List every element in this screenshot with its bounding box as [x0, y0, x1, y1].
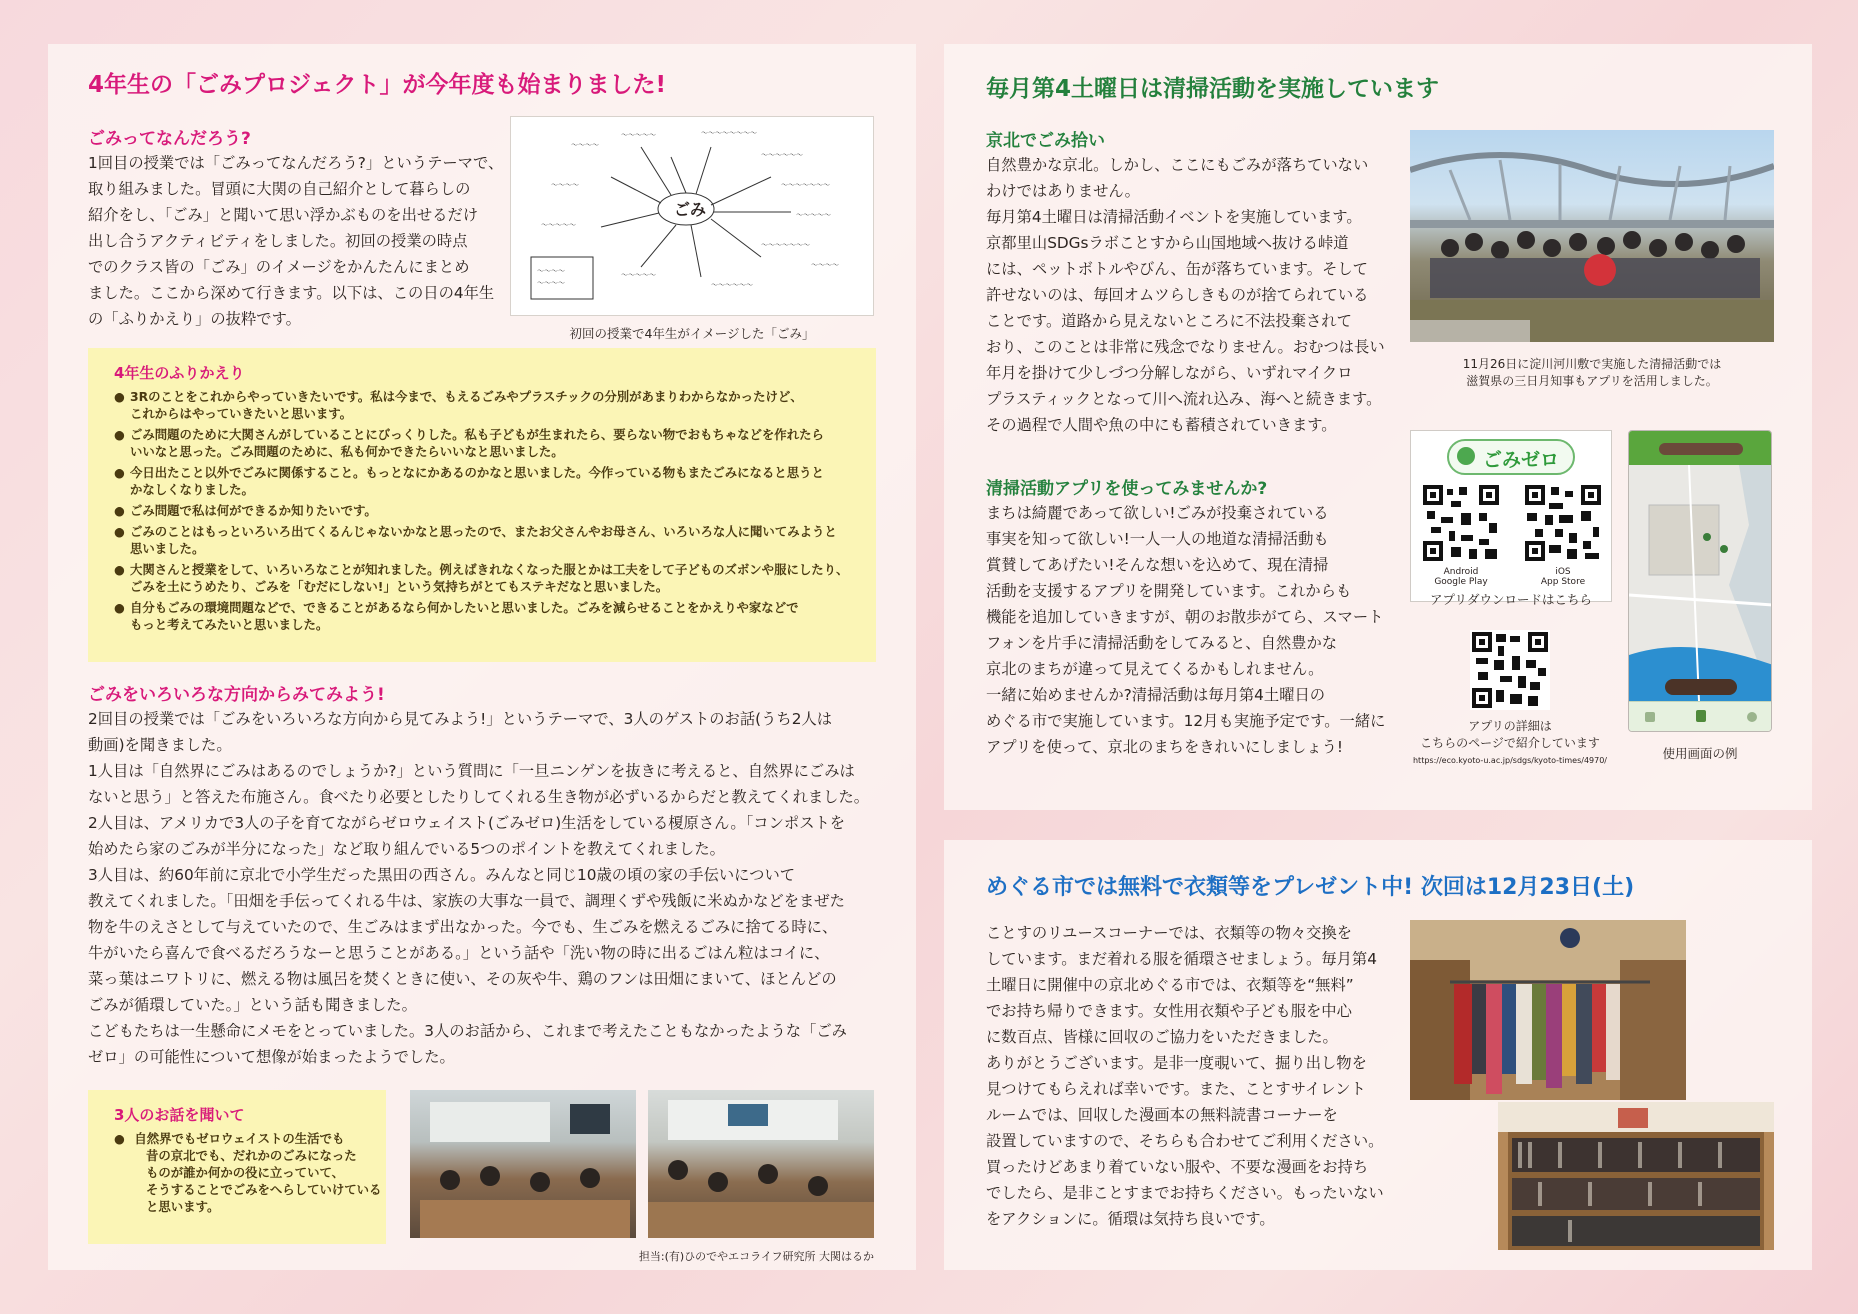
pickup-line: プラスティックとなって川へ流れ込み、海へと続きます。	[986, 390, 1382, 408]
app-line: まちは綺麗であって欲しい!ごみが投棄されている	[986, 504, 1329, 522]
app-body	[986, 500, 1385, 760]
svg-text:〜〜〜〜: 〜〜〜〜	[571, 141, 599, 149]
section2-line: 教えてくれました。「田畑を手伝ってくれる牛は、家族の大事な一員で、調理くずや残飯に米ぬかなどをまぜた	[88, 892, 845, 910]
section2-line: 2人目は、アメリカで3人の子を育てながらゼロウェイスト(ごみゼロ)生活をしている榎原さん。「コンポストを	[88, 814, 846, 832]
market-line: ありがとうございます。是非一度覗いて、掘り出し物を	[986, 1054, 1367, 1072]
pickup-line: には、ペットボトルやびん、缶が落ちています。そして	[986, 260, 1368, 278]
svg-text:〜〜〜〜: 〜〜〜〜	[537, 267, 565, 275]
android-label: Android Google Play	[1434, 567, 1488, 587]
market-line: でお持ち帰りできます。女性用衣類や子ども服を中心	[986, 1002, 1352, 1020]
reflection-list	[114, 388, 848, 633]
svg-text:〜〜〜〜〜〜: 〜〜〜〜〜〜	[761, 151, 803, 159]
app-line: 事実を知って欲しい!一人一人の地道な清掃活動も	[986, 530, 1329, 548]
listen-item: ● 自然界でもゼロウェイストの生活でも 昔の京北でも、だれかのごみになった ものが誰か何かの役に立っていて、 そうすることでごみをへらしていけている と思います。	[114, 1130, 381, 1215]
section2-line: 1人目は「自然界にごみはあるのでしょうか?」という質問に「一旦ニンゲンを抜きに考えると、自然界にごみは	[88, 762, 855, 780]
app-logo-text: ごみゼロ	[1483, 449, 1560, 471]
section-heading-different-directions: ごみをいろいろな方向からみてみよう!	[88, 685, 385, 705]
section1-line: でのクラス皆の「ごみ」のイメージをかんたんにまとめ	[88, 258, 470, 276]
reflection-item: ● ごみ問題のために大関さんがしていることにびっくりした。私も子どもが生まれたら、要らない物でおもちゃなどを作れたら いいなと思った。ごみ問題のために、私も何かできたらいいなと思いました。	[114, 426, 848, 460]
svg-text:〜〜〜〜: 〜〜〜〜	[551, 181, 579, 189]
app-line: 一緒に始めませんか?清掃活動は毎月第4土曜日の	[986, 686, 1326, 704]
reflection-item: ● ごみのことはもっといろいろ出てくるんじゃないかなと思ったので、またお父さんやお母さん、いろいろな人に聞いてみようと 思いました。	[114, 523, 848, 557]
listen-box	[88, 1090, 386, 1244]
reflection-title: 4年生のふりかえり	[114, 364, 245, 382]
section1-body	[88, 150, 503, 332]
classroom-photo-1	[410, 1090, 636, 1238]
pickup-body	[986, 152, 1385, 438]
svg-text:〜〜〜〜: 〜〜〜〜	[811, 261, 839, 269]
cleanup-group-photo	[1410, 130, 1774, 342]
section1-line: ました。ここから深めて行きます。以下は、この日の4年生	[88, 284, 495, 302]
listen-title: 3人のお話を聞いて	[114, 1106, 245, 1124]
cleanup-title: 毎月第4土曜日は清掃活動を実施しています	[986, 76, 1440, 102]
pickup-line: 自然豊かな京北。しかし、ここにもごみが落ちていない	[986, 156, 1369, 174]
classroom-photo-2-shapes	[648, 1090, 874, 1238]
meguru-market-panel	[944, 840, 1812, 1270]
mindmap-image	[510, 116, 874, 316]
clothes-rack-shapes	[1410, 920, 1686, 1100]
section2-body	[88, 706, 869, 1070]
cleanup-article-panel	[944, 44, 1812, 810]
section2-line: 始めたら家のごみが半分になった」など取り組んでいる5つのポイントを教えてくれました。	[88, 840, 725, 858]
market-line: ルームでは、回収した漫画本の無料読書コーナーを	[986, 1106, 1338, 1124]
download-label: アプリダウンロードはこちら	[1429, 592, 1592, 607]
market-line: でしたら、是非ことすまでお持ちください。もったいない	[986, 1184, 1384, 1202]
nav-profile-icon[interactable]	[1747, 712, 1757, 722]
app-line: めぐる市で実施しています。12月も実施予定です。一緒に	[986, 712, 1386, 730]
mindmap-caption: 初回の授業で4年生がイメージした「ごみ」	[569, 326, 815, 341]
pickup-line: 許せないのは、毎回オムツらしきものが捨てられている	[986, 286, 1369, 304]
svg-text:〜〜〜〜〜〜〜: 〜〜〜〜〜〜〜	[761, 241, 810, 249]
market-line: 見つけてもらえれば幸いです。また、ことすサイレント	[986, 1080, 1366, 1098]
app-detail-url[interactable]: https://eco.kyoto-u.ac.jp/sdgs/kyoto-times/4970/	[1412, 756, 1607, 765]
section-heading-app: 清掃活動アプリを使ってみませんか?	[986, 479, 1268, 499]
app-start-button[interactable]	[1665, 679, 1737, 695]
pickup-line: 毎月第4土曜日は清掃活動イベントを実施しています。	[986, 208, 1362, 226]
app-map-shapes	[1629, 465, 1772, 701]
app-download-card	[1410, 430, 1612, 602]
app-line: 京北のまちが違って見えてくるかもしれません。	[986, 660, 1324, 678]
app-detail-label: アプリの詳細は こちらのページで紹介しています	[1420, 719, 1600, 750]
section1-line: 1回目の授業では「ごみってなんだろう?」というテーマで、	[88, 154, 504, 172]
group-photo-caption: 11月26日に淀川河川敷で実施した清掃活動では 滋賀県の三日月知事もアプリを活用しました。	[1462, 357, 1722, 388]
reflection-item: ● 大関さんと授業をして、いろいろなことが知れました。例えばきれなくなった服とかは工夫をして子どものズボンや服にしたり、 ごみを土にうめたり、ごみを「むだにしない!」という気持ちがとてもステキだなと思いました。	[114, 561, 848, 595]
pickup-line: わけではありません。	[986, 182, 1140, 200]
pickup-line: 京都里山SDGsラボことすから山国地域へ抜ける峠道	[986, 234, 1349, 252]
app-line: フォンを片手に清掃活動をしてみると、自然豊かな	[986, 634, 1338, 652]
reflection-item: ● 今日出たこと以外でごみに関係すること。もっとなにかあるのかなと思いました。今作っている物もまたごみになると思うと かなしくなりました。	[114, 464, 848, 498]
svg-text:〜〜〜〜〜: 〜〜〜〜〜	[541, 221, 576, 229]
section1-line: の「ふりかえり」の抜粋です。	[88, 310, 301, 328]
svg-text:〜〜〜〜〜: 〜〜〜〜〜	[796, 211, 831, 219]
app-bottom-nav	[1629, 701, 1772, 732]
nav-map-icon[interactable]	[1696, 710, 1706, 722]
market-title: めぐる市では無料で衣類等をプレゼント中! 次回は12月23日(土)	[986, 875, 1635, 900]
market-line: 設置していますので、そちらも合わせてご利用ください。	[986, 1132, 1384, 1150]
app-screenshot	[1628, 430, 1772, 732]
market-line: に数百点、皆様に回収のご協力をいただきました。	[986, 1028, 1338, 1046]
screen-label: 使用画面の例	[1662, 746, 1738, 761]
left-article-panel	[48, 44, 916, 1270]
qr-android[interactable]	[1421, 483, 1501, 563]
left-title: 4年生の「ごみプロジェクト」が今年度も始まりました!	[88, 72, 667, 98]
section2-line: 菜っ葉はニワトリに、燃える物は風呂を焚くときに使い、その灰や牛、鶏のフンは田畑にまいて、ほとんどの	[88, 970, 837, 988]
classroom-photo-1-shapes	[410, 1090, 636, 1238]
market-body	[986, 920, 1384, 1232]
pickup-line: その過程で人間や魚の中にも蓄積されていきます。	[986, 416, 1337, 434]
qr-ios[interactable]	[1523, 483, 1603, 563]
classroom-photo-2	[648, 1090, 874, 1238]
section-heading-pickup: 京北でごみ拾い	[986, 131, 1105, 151]
pickup-line: ことです。道路から見えないところに不法投棄されて	[986, 312, 1352, 330]
section1-line: 紹介をし、「ごみ」と聞いて思い浮かぶものを出せるだけ	[88, 206, 479, 224]
ios-label: iOS App Store	[1540, 567, 1586, 587]
clothes-rack-photo	[1410, 920, 1686, 1100]
market-line: をアクションに。循環は気持ち良いです。	[986, 1210, 1275, 1228]
market-line: 土曜日に開催中の京北めぐる市では、衣類等を“無料”	[986, 976, 1354, 994]
app-line: 賞賛してあげたい!そんな想いを込めて、現在清掃	[986, 556, 1329, 574]
market-line: 買ったけどあまり着ていない服や、不要な漫画をお持ち	[986, 1158, 1369, 1176]
app-search-pill	[1659, 443, 1743, 455]
pickup-line: 年月を掛けて少しづつ分解しながら、いずれマイクロ	[986, 364, 1353, 382]
section2-line: ごみが循環していた。」という話も聞きました。	[88, 996, 417, 1014]
section2-line: 牛がいたら喜んで食べるだろうなーと思うことがある。」という話や「洗い物の時に出るごはん粒はコイに、	[88, 944, 830, 962]
section2-line: ゼロ」の可能性について想像が始まったようでした。	[88, 1048, 455, 1066]
market-line: ことすのリユースコーナーでは、衣類等の物々交換を	[986, 924, 1353, 942]
mindmap-center-label: ごみ	[674, 200, 707, 219]
app-logo	[1447, 439, 1575, 475]
reflection-item: ● 3Rのことをこれからやっていきたいです。私は今まで、もえるごみやプラスチックの分別があまりわからなかったけど、 これからはやっていきたいと思います。	[114, 388, 848, 422]
svg-text:〜〜〜〜〜〜〜: 〜〜〜〜〜〜〜	[781, 181, 830, 189]
leaf-icon	[1457, 447, 1475, 465]
section1-line: 取り組みました。冒頭に大関の自己紹介として暮らしの	[88, 180, 471, 198]
credit-line: 担当:(有)ひのでやエコライフ研究所 大関はるか	[638, 1250, 874, 1263]
nav-home-icon[interactable]	[1645, 712, 1655, 722]
section2-line: 物を牛のえさとして与えていたので、生ごみはまず出なかった。今でも、生ごみを燃えるごみに捨てる時に、	[88, 918, 838, 936]
section1-line: 出し合うアクティビティをしました。初回の授業の時点	[88, 232, 468, 250]
market-line: しています。まだ着れる服を循環させましょう。毎月第4	[986, 950, 1377, 968]
cleanup-group-photo-shapes	[1410, 130, 1774, 342]
svg-text:〜〜〜〜〜: 〜〜〜〜〜	[621, 271, 656, 279]
reflection-item: ● 自分もごみの環境問題などで、できることがあるなら何かしたいと思いました。ごみを減らせることをかえりや家などで もっと考えてみたいと思いました。	[114, 599, 848, 633]
manga-shelf-photo	[1498, 1102, 1774, 1250]
svg-text:〜〜〜〜〜: 〜〜〜〜〜	[621, 131, 656, 139]
app-line: 活動を支援するアプリを開発しています。これからも	[986, 582, 1352, 600]
section2-line: ないと思う」と答えた布施さん。食べたり必要としたりしてくれる生き物が必ずいるからだと教えてくれました。	[88, 788, 870, 806]
section-heading-what-is-gomi: ごみってなんだろう?	[88, 129, 251, 149]
manga-shelf-shapes	[1498, 1102, 1774, 1250]
reflection-item: ● ごみ問題で私は何ができるか知りたいです。	[114, 502, 848, 519]
pickup-line: おり、このことは非常に残念でなりません。おむつは長い	[986, 338, 1385, 356]
svg-text:〜〜〜〜: 〜〜〜〜	[537, 279, 565, 287]
section2-line: こどもたちは一生懸命にメモをとっていました。3人のお話から、これまで考えたこともなかったような「ごみ	[88, 1022, 847, 1040]
section2-line: 3人目は、約60年前に京北で小学生だった黒田の西さん。みんなと同じ10歳の頃の家の手伝いについて	[88, 866, 796, 884]
section2-line: 動画)を聞きました。	[88, 736, 232, 754]
svg-text:〜〜〜〜〜〜: 〜〜〜〜〜〜	[711, 281, 753, 289]
reflection-box	[88, 348, 876, 662]
qr-app-detail[interactable]	[1470, 630, 1550, 710]
svg-text:〜〜〜〜〜〜〜〜: 〜〜〜〜〜〜〜〜	[701, 129, 757, 137]
app-map	[1629, 465, 1772, 701]
app-line: アプリを使って、京北のまちをきれいにしましょう!	[986, 738, 1344, 756]
app-line: 機能を追加していきますが、朝のお散歩がてら、スマート	[986, 608, 1384, 626]
section2-line: 2回目の授業では「ごみをいろいろな方向から見てみよう!」というテーマで、3人のゲストのお話(うち2人は	[88, 710, 833, 728]
